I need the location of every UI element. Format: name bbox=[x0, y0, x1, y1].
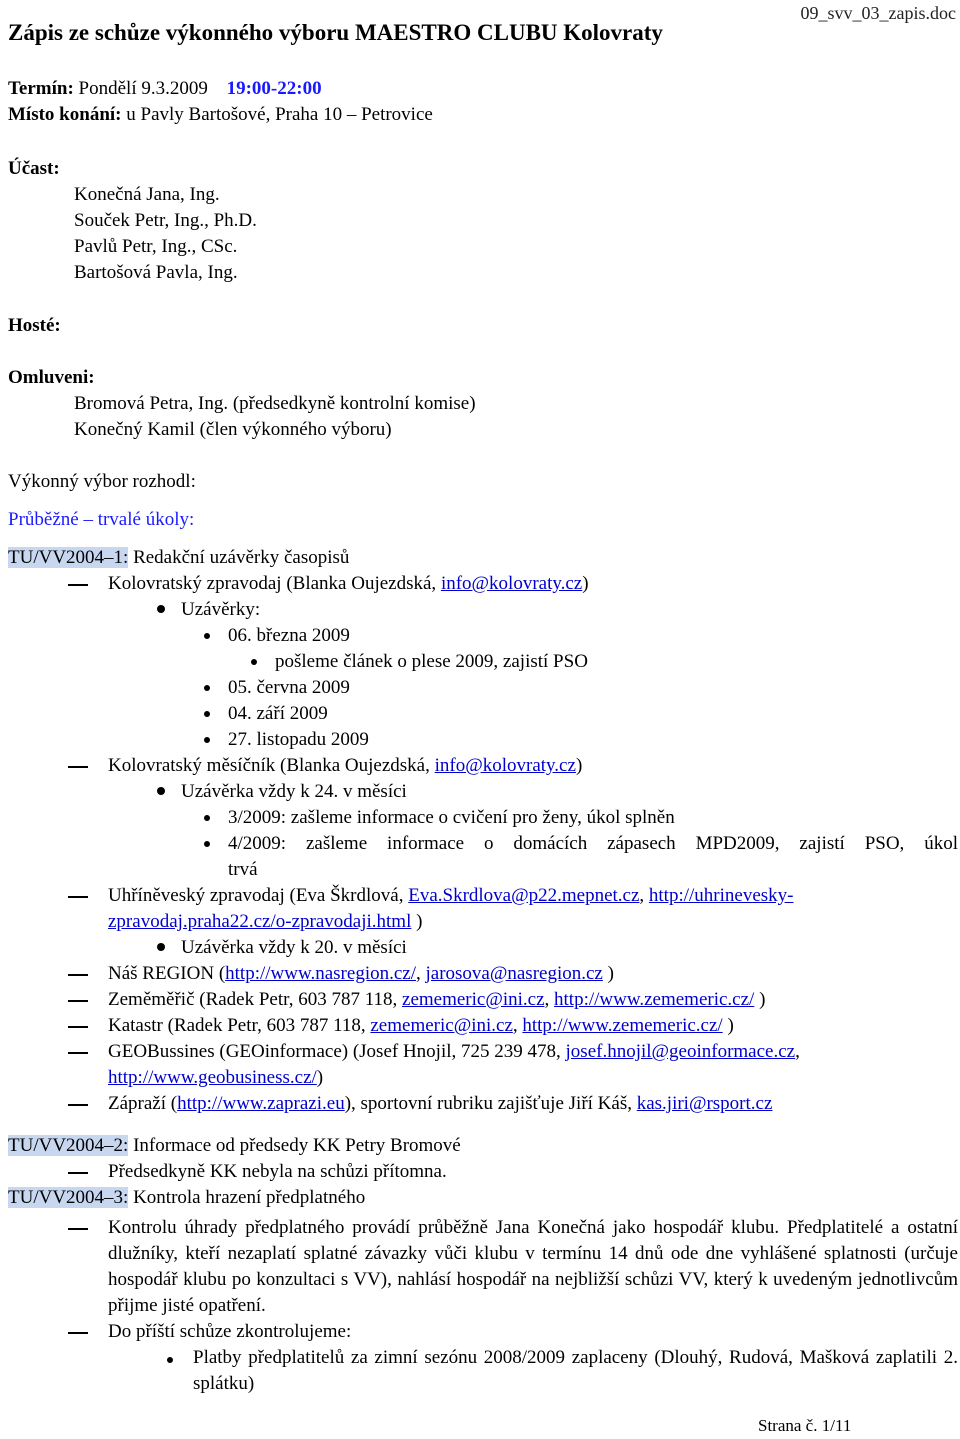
task2-code: TU/VV2004–2: bbox=[8, 1135, 129, 1156]
member: Bartošová Pavla, Ing. bbox=[74, 262, 238, 283]
geo-item bbox=[108, 1039, 800, 1065]
attendance-label: Účast: bbox=[8, 158, 60, 179]
bullet-marker bbox=[167, 1357, 173, 1363]
uz-close: ) bbox=[411, 911, 423, 932]
task2-item: Předsedkyně KK nebyla na schůzi přítomna. bbox=[108, 1161, 447, 1182]
excused-person: Bromová Petra, Ing. (předsedkyně kontrolní komise) bbox=[74, 393, 476, 414]
meeting-time: 19:00-22:00 bbox=[226, 78, 322, 99]
geo-text: GEOBussines (GEOinformace) (Josef Hnojil, 725 239 478, bbox=[108, 1041, 566, 1062]
uz-deadline: Uzávěrka vždy k 20. v měsíci bbox=[181, 937, 407, 958]
zp-email-link[interactable]: kas.jiri@rsport.cz bbox=[636, 1093, 773, 1114]
deadline-date: 04. září 2009 bbox=[228, 703, 328, 724]
dash-marker bbox=[68, 896, 88, 898]
nr-item bbox=[108, 961, 614, 987]
member: Konečná Jana, Ing. bbox=[74, 184, 220, 205]
uz-item-cont bbox=[108, 909, 422, 935]
zp-text: Zápraží ( bbox=[108, 1093, 178, 1114]
dash-marker bbox=[68, 1228, 88, 1230]
task3-item2: Do příští schůze zkontrolujeme: bbox=[108, 1321, 352, 1342]
zm-web-link[interactable]: http://www.zememeric.cz/ bbox=[554, 989, 755, 1010]
deadline-date: 27. listopadu 2009 bbox=[228, 729, 369, 750]
ka-close: ) bbox=[722, 1015, 734, 1036]
uz-sep: , bbox=[639, 885, 649, 906]
task3-header bbox=[8, 1185, 365, 1211]
task3-code: TU/VV2004–3: bbox=[8, 1187, 129, 1208]
task3-bullet: Platby předplatitelů za zimní sezónu 2008/2009 zaplaceny (Dlouhý, Rudová, Mašková zaplatili 2. splátku) bbox=[193, 1347, 958, 1394]
bullet-marker bbox=[204, 685, 210, 691]
page-number: Strana č. 1/11 bbox=[758, 1416, 852, 1435]
geo-sep: , bbox=[795, 1041, 800, 1062]
place-label: Místo konání: bbox=[8, 104, 122, 125]
ka-web-link[interactable]: http://www.zememeric.cz/ bbox=[522, 1015, 723, 1036]
decisions-heading: Výkonný výbor rozhodl: bbox=[8, 471, 196, 492]
dash-marker bbox=[68, 766, 88, 768]
dash-marker bbox=[68, 1052, 88, 1054]
zm-text: Zeměměřič (Radek Petr, 603 787 118, bbox=[108, 989, 403, 1010]
deadline-note: pošleme článek o plese 2009, zajistí PSO bbox=[275, 651, 588, 672]
bullet-marker bbox=[204, 841, 210, 847]
bullet-marker bbox=[157, 605, 165, 613]
deadline-date: 06. března 2009 bbox=[228, 625, 350, 646]
kz-close: ) bbox=[582, 573, 589, 594]
km-close: ) bbox=[575, 755, 583, 776]
nr-close: ) bbox=[602, 963, 614, 984]
km-item bbox=[108, 753, 582, 779]
dash-marker bbox=[68, 1172, 88, 1174]
zm-close: ) bbox=[754, 989, 766, 1010]
deadline-date: 05. června 2009 bbox=[228, 677, 350, 698]
km-note-cont: trvá bbox=[228, 859, 258, 880]
zm-item bbox=[108, 987, 765, 1013]
task3-title: Kontrola hrazení předplatného bbox=[133, 1187, 366, 1208]
zm-email-link[interactable]: zememeric@ini.cz bbox=[402, 989, 545, 1010]
excused-label: Omluveni: bbox=[8, 367, 95, 388]
geo-close: ) bbox=[316, 1067, 324, 1088]
zp-web-link[interactable]: http://www.zaprazi.eu bbox=[177, 1093, 345, 1114]
guests-label: Hosté: bbox=[8, 315, 61, 336]
nr-sep: , bbox=[416, 963, 426, 984]
kz-email-link[interactable]: info@kolovraty.cz bbox=[440, 573, 583, 594]
dash-marker bbox=[68, 584, 88, 586]
bullet-marker bbox=[204, 815, 210, 821]
nr-web-link[interactable]: http://www.nasregion.cz/ bbox=[225, 963, 416, 984]
ka-email-link[interactable]: zememeric@ini.cz bbox=[370, 1015, 513, 1036]
km-deadline: Uzávěrka vždy k 24. v měsíci bbox=[181, 781, 407, 802]
bullet-marker bbox=[204, 737, 210, 743]
member: Souček Petr, Ing., Ph.D. bbox=[74, 210, 257, 231]
km-note: 4/2009: zašleme informace o domácích zápasech MPD2009, zajistí PSO, úkol bbox=[228, 833, 958, 854]
uz-web-link[interactable]: http://uhrinevesky- bbox=[648, 885, 794, 906]
document-title: Zápis ze schůze výkonného výboru MAESTRO CLUBU Kolovraty bbox=[8, 20, 663, 45]
nr-text: Náš REGION ( bbox=[108, 963, 226, 984]
term-label: Termín: bbox=[8, 78, 74, 99]
task2-header bbox=[8, 1133, 461, 1159]
kz-deadlines-label: Uzávěrky: bbox=[181, 599, 261, 620]
uz-item bbox=[108, 883, 794, 909]
dash-marker bbox=[68, 1026, 88, 1028]
place-line bbox=[8, 102, 433, 128]
dash-marker bbox=[68, 1104, 88, 1106]
term-line bbox=[8, 76, 322, 102]
nr-email-link[interactable]: jarosova@nasregion.cz bbox=[425, 963, 603, 984]
zp-mid: ), sportovní rubriku zajišťuje Jiří Káš, bbox=[344, 1093, 637, 1114]
bullet-marker bbox=[204, 711, 210, 717]
km-email-link[interactable]: info@kolovraty.cz bbox=[434, 755, 576, 776]
uz-text: Uhříněveský zpravodaj (Eva Škrdlová, bbox=[108, 885, 409, 906]
geo-email-link[interactable]: josef.hnojil@geoinformace.cz bbox=[565, 1041, 796, 1062]
task3-paragraph: Kontrolu úhrady předplatného provádí průběžně Jana Konečná jako hospodář klubu. Předplatitelé a ostatní dlužníky, kteří nezaplatí splatné závazky vůči klubu v termínu 14 dnů ode dne vyhlášené splatnosti (určuje hospodář klubu po konzultaci s VV), nahlásí hospodář na nejbližší schůzi VV, který k uvedeným jednotlivcům přijme jisté opatření. bbox=[108, 1217, 958, 1316]
bullet-marker bbox=[204, 633, 210, 639]
ongoing-heading: Průběžné – trvalé úkoly: bbox=[8, 509, 195, 530]
geo-web-link[interactable]: http://www.geobusiness.cz/ bbox=[108, 1067, 317, 1088]
excused-person: Konečný Kamil (člen výkonného výboru) bbox=[74, 419, 392, 440]
km-note: 3/2009: zašleme informace o cvičení pro ženy, úkol splněn bbox=[228, 807, 675, 828]
dash-marker bbox=[68, 1000, 88, 1002]
member: Pavlů Petr, Ing., CSc. bbox=[74, 236, 238, 257]
place-value: u Pavly Bartošové, Praha 10 – Petrovice bbox=[126, 104, 433, 125]
geo-item-cont bbox=[108, 1065, 323, 1091]
uz-email-link[interactable]: Eva.Skrdlova@p22.mepnet.cz bbox=[408, 885, 640, 906]
kz-text: Kolovratský zpravodaj (Blanka Oujezdská, bbox=[108, 573, 441, 594]
task1-title: Redakční uzávěrky časopisů bbox=[133, 547, 350, 568]
dash-marker bbox=[68, 1332, 88, 1334]
uz-web-link-cont[interactable]: zpravodaj.praha22.cz/o-zpravodaji.html bbox=[108, 911, 412, 932]
ka-text: Katastr (Radek Petr, 603 787 118, bbox=[108, 1015, 371, 1036]
task1-header bbox=[8, 545, 349, 571]
bullet-marker bbox=[251, 659, 257, 665]
km-text: Kolovratský měsíčník (Blanka Oujezdská, bbox=[108, 755, 435, 776]
task1-code: TU/VV2004–1: bbox=[8, 547, 129, 568]
bullet-marker bbox=[157, 943, 165, 951]
file-name: 09_svv_03_zapis.doc bbox=[800, 3, 956, 23]
ka-sep: , bbox=[512, 1015, 523, 1036]
term-value: Pondělí 9.3.2009 bbox=[78, 78, 208, 99]
zm-sep: , bbox=[544, 989, 555, 1010]
task2-title: Informace od předsedy KK Petry Bromové bbox=[133, 1135, 461, 1156]
dash-marker bbox=[68, 974, 88, 976]
kz-item bbox=[108, 571, 589, 597]
ka-item bbox=[108, 1013, 734, 1039]
zp-item bbox=[108, 1091, 772, 1117]
bullet-marker bbox=[157, 787, 165, 795]
